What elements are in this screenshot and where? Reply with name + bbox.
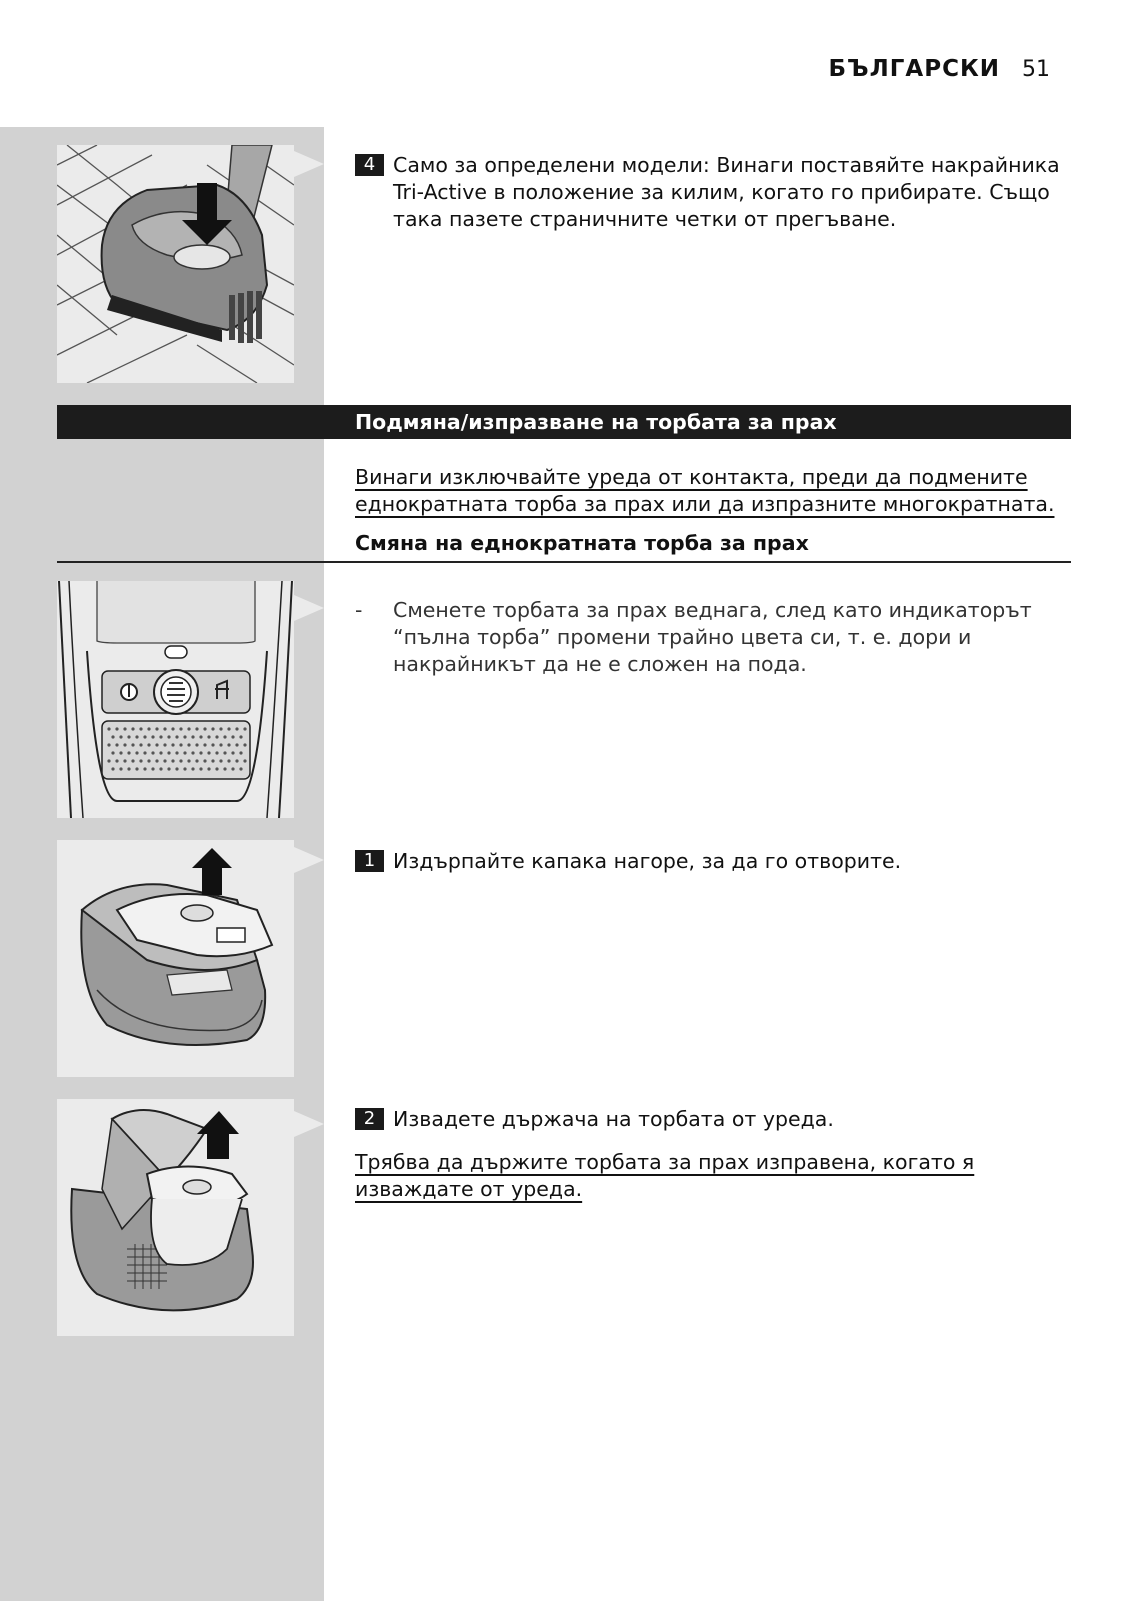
step-text: Извадете държача на торбата от уреда. — [393, 1107, 834, 1131]
step-text: Издърпайте капака нагоре, за да го отворите. — [393, 849, 902, 873]
step-number: 1 — [355, 850, 384, 872]
warning-text: Трябва да държите торбата за прах изправена, когато я изваждате от уреда. — [355, 1150, 975, 1201]
step-1 — [355, 848, 1070, 875]
section-title-bar — [57, 405, 1071, 439]
step-text: Само за определени модели: Винаги поставяйте накрайника Tri-Active в положение за килим, когато го прибирате. Също така пазете страничните четки от прегъване. — [393, 153, 1060, 231]
figure-pointer — [294, 847, 324, 873]
bullet-text: Сменете торбата за прах веднага, след като индикаторът “пълна торба” промени трайно цвета си, т. е. дори и накрайникът да не е сложен на пода. — [393, 598, 1032, 676]
subheading-rule — [57, 561, 1071, 563]
subheading: Смяна на еднократната торба за прах — [355, 531, 809, 555]
step-4 — [355, 152, 1070, 233]
bullet-item — [355, 597, 1070, 678]
warning-upright — [355, 1149, 1070, 1203]
control-panel-illustration — [57, 581, 294, 818]
figure-pointer — [294, 151, 324, 177]
nozzle-illustration — [57, 145, 294, 383]
step-number: 4 — [355, 154, 384, 176]
figure-pointer — [294, 1111, 324, 1137]
open-lid-illustration — [57, 840, 294, 1077]
warning-text: Винаги изключвайте уреда от контакта, преди да подмените еднократната торба за прах или да изпразните многократната. — [355, 465, 1055, 516]
page-number: 51 — [1022, 57, 1050, 82]
remove-bag-holder-illustration — [57, 1099, 294, 1336]
section-title: Подмяна/изпразване на торбата за прах — [355, 410, 837, 434]
step-number: 2 — [355, 1108, 384, 1130]
warning-unplug — [355, 464, 1070, 518]
step-2 — [355, 1106, 1070, 1133]
bullet-marker: - — [355, 598, 363, 622]
subheading-wrap — [355, 530, 1070, 557]
figure-pointer — [294, 595, 324, 621]
language-label: БЪЛГАРСКИ — [828, 56, 1000, 82]
page-header — [829, 56, 1050, 82]
